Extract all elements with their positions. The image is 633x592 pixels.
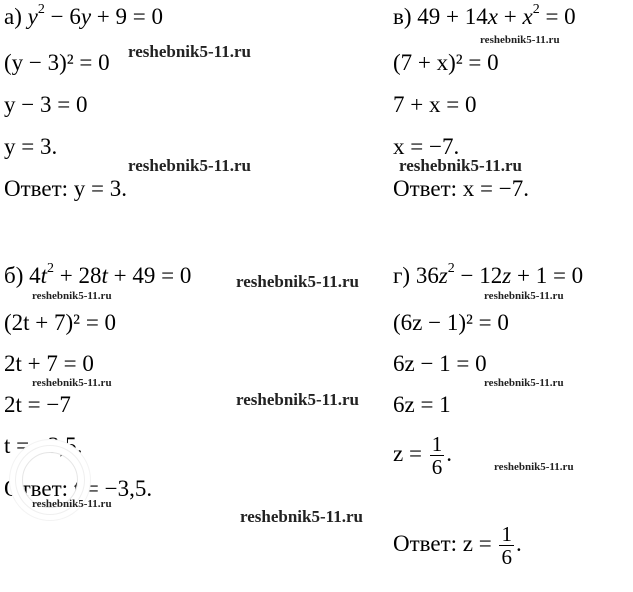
watermark: reshebnik5-11.ru (32, 377, 112, 389)
problem-b-step-2: 2t + 7 = 0 (4, 351, 94, 376)
fraction-numerator: 1 (431, 432, 443, 456)
problem-v-answer-value: x = −7. (462, 176, 529, 201)
watermark: reshebnik5-11.ru (484, 377, 564, 389)
problem-a-label: а) (4, 4, 22, 29)
watermark: reshebnik5-11.ru (484, 290, 564, 302)
problem-b-step-4: t = −3,5. (4, 433, 83, 458)
problem-b-answer-label: Ответ: (4, 476, 69, 501)
problem-a-step-3: y = 3. (4, 134, 58, 159)
watermark: reshebnik5-11.ru (480, 34, 560, 46)
problem-a-equation: а) $y^2 - 6y + 9 = 0$ (4, 2, 163, 29)
problem-a-step-2: y − 3 = 0 (4, 92, 88, 117)
problem-v-step-3: x = −7. (393, 134, 460, 159)
problem-v-step-1: (7 + x)² = 0 (393, 50, 499, 75)
fraction-denominator: 6 (431, 455, 443, 479)
problem-g-step-4: z = $\frac{1}{6}$ . (393, 432, 452, 479)
problem-a-answer-value: y = 3. (73, 176, 128, 201)
problem-g-equation: г) $36z^2 - 12z + 1 = 0$ (393, 261, 584, 288)
problem-g-step-2: 6z − 1 = 0 (393, 351, 487, 376)
problem-b-label: б) (4, 263, 24, 288)
watermark: reshebnik5-11.ru (236, 390, 359, 409)
problem-g-answer: Ответ: z = $\frac{1}{6}$ . (393, 522, 522, 569)
problem-g-answer-lhs: z = (462, 530, 492, 556)
watermark: reshebnik5-11.ru (236, 272, 359, 291)
problem-g-step-3: 6z = 1 (393, 392, 451, 417)
problem-g-answer-label: Ответ: (393, 530, 458, 556)
watermark: reshebnik5-11.ru (494, 461, 574, 473)
answer-fraction-denominator: 6 (501, 545, 512, 569)
problem-v-answer (393, 176, 529, 202)
problem-g-z-lhs: z = (393, 440, 422, 466)
problem-b-step-3: 2t = −7 (4, 392, 71, 417)
problem-a-answer-label: Ответ: (4, 176, 69, 201)
problem-a-answer (4, 176, 127, 202)
problem-b-answer-value: t = −3,5. (73, 476, 153, 501)
watermark: reshebnik5-11.ru (32, 290, 112, 302)
problem-v-answer-label: Ответ: (393, 176, 458, 201)
fraction-one-sixth (430, 433, 445, 478)
watermark: reshebnik5-11.ru (128, 42, 251, 61)
answer-fraction-one-sixth (499, 523, 514, 568)
problem-v-label: в) (393, 4, 412, 29)
watermark: reshebnik5-11.ru (399, 156, 522, 175)
problem-g-step-1: (6z − 1)² = 0 (393, 310, 509, 335)
problem-g-label: г) (393, 263, 411, 288)
watermark: reshebnik5-11.ru (32, 498, 112, 510)
problem-v-step-2: 7 + x = 0 (393, 92, 477, 117)
problem-b-equation: б) $4t^2 + 28t + 49 = 0$ (4, 261, 192, 288)
problem-b-step-1: (2t + 7)² = 0 (4, 310, 117, 335)
answer-fraction-numerator: 1 (501, 522, 512, 546)
problem-v-equation: в) $49 + 14x + x^2 = 0$ (393, 2, 576, 29)
watermark: reshebnik5-11.ru (128, 156, 251, 175)
problem-a-step-1: (y − 3)² = 0 (4, 50, 110, 75)
watermark: reshebnik5-11.ru (240, 507, 363, 526)
